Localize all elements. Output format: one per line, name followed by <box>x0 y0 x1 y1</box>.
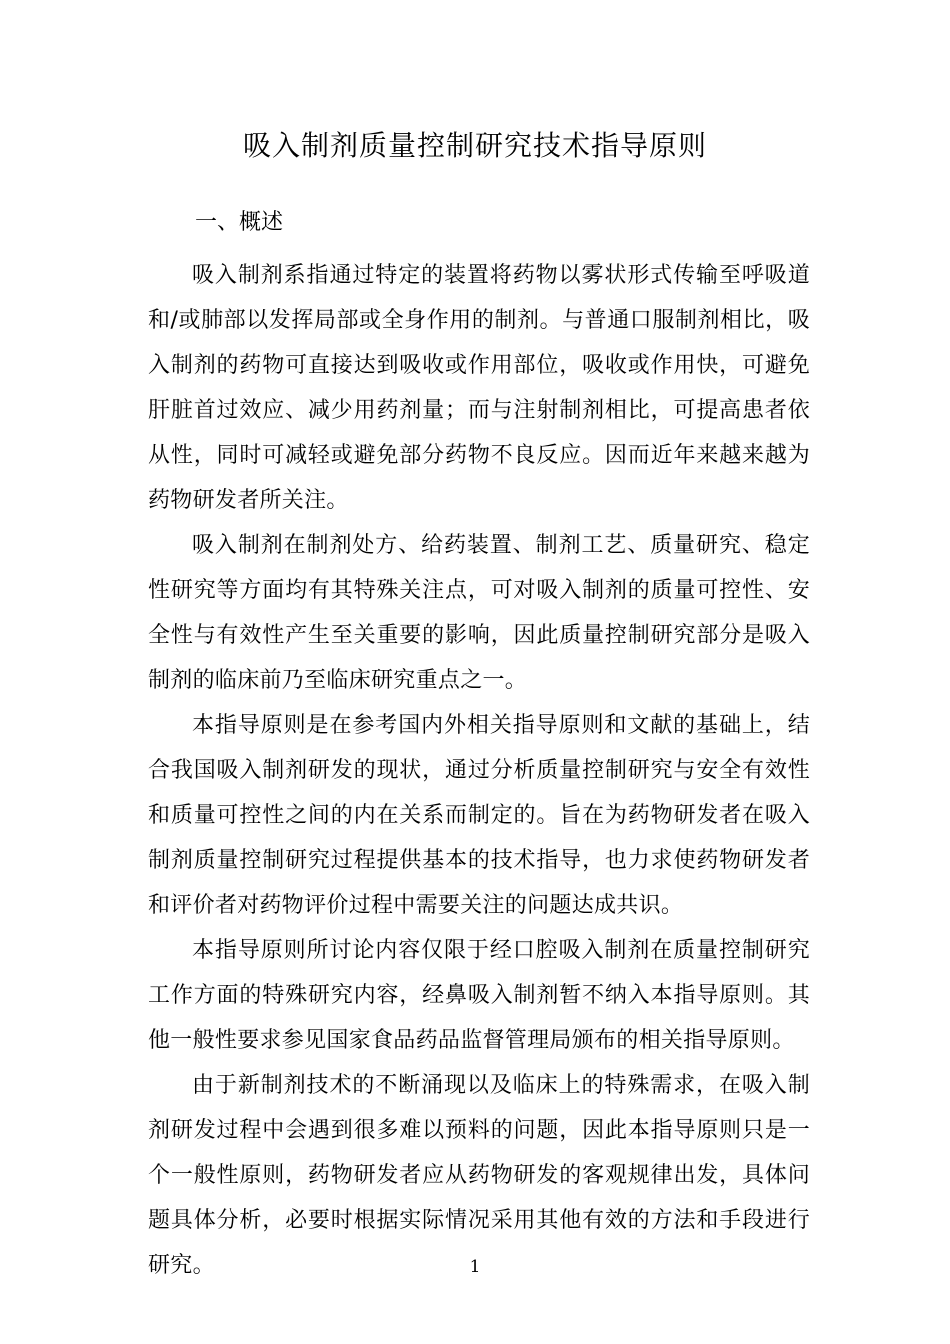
page-number: 1 <box>469 1257 481 1277</box>
paragraph-2: 吸入制剂在制剂处方、给药装置、制剂工艺、质量研究、稳定性研究等方面均有其特殊关注点，可对吸入制剂的质量可控性、安全性与有效性产生至关重要的影响，因此质量控制研究部分是吸入制剂的临床前乃至临床研究重点之一。 <box>148 533 810 693</box>
section-heading: 一、概述 <box>195 210 284 235</box>
paragraph-4: 本指导原则所讨论内容仅限于经口腔吸入制剂在质量控制研究工作方面的特殊研究内容，经鼻吸入制剂暂不纳入本指导原则。其他一般性要求参见国家食品药品监督管理局颁布的相关指导原则。 <box>148 938 810 1053</box>
paragraph-3: 本指导原则是在参考国内外相关指导原则和文献的基础上，结合我国吸入制剂研发的现状，通过分析质量控制研究与安全有效性和质量可控性之间的内在关系而制定的。旨在为药物研发者在吸入制剂质量控制研究过程提供基本的技术指导，也力求使药物研发者和评价者对药物评价过程中需要关注的问题达成共识。 <box>148 713 810 918</box>
paragraph-5: 由于新制剂技术的不断涌现以及临床上的特殊需求，在吸入制剂研发过程中会遇到很多难以预料的问题，因此本指导原则只是一个一般性原则，药物研发者应从药物研发的客观规律出发，具体问题具体分析，必要时根据实际情况采用其他有效的方法和手段进行研究。 <box>148 1073 810 1278</box>
document-title: 吸入制剂质量控制研究技术指导原则 <box>242 129 707 162</box>
document-body <box>148 253 810 1288</box>
paragraph-1: 吸入制剂系指通过特定的装置将药物以雾状形式传输至呼吸道和/或肺部以发挥局部或全身作用的制剂。与普通口服制剂相比，吸入制剂的药物可直接达到吸收或作用部位，吸收或作用快，可避免肝脏首过效应、减少用药剂量；而与注射制剂相比，可提高患者依从性，同时可减轻或避免部分药物不良反应。因而近年来越来越为药物研发者所关注。 <box>148 263 810 513</box>
